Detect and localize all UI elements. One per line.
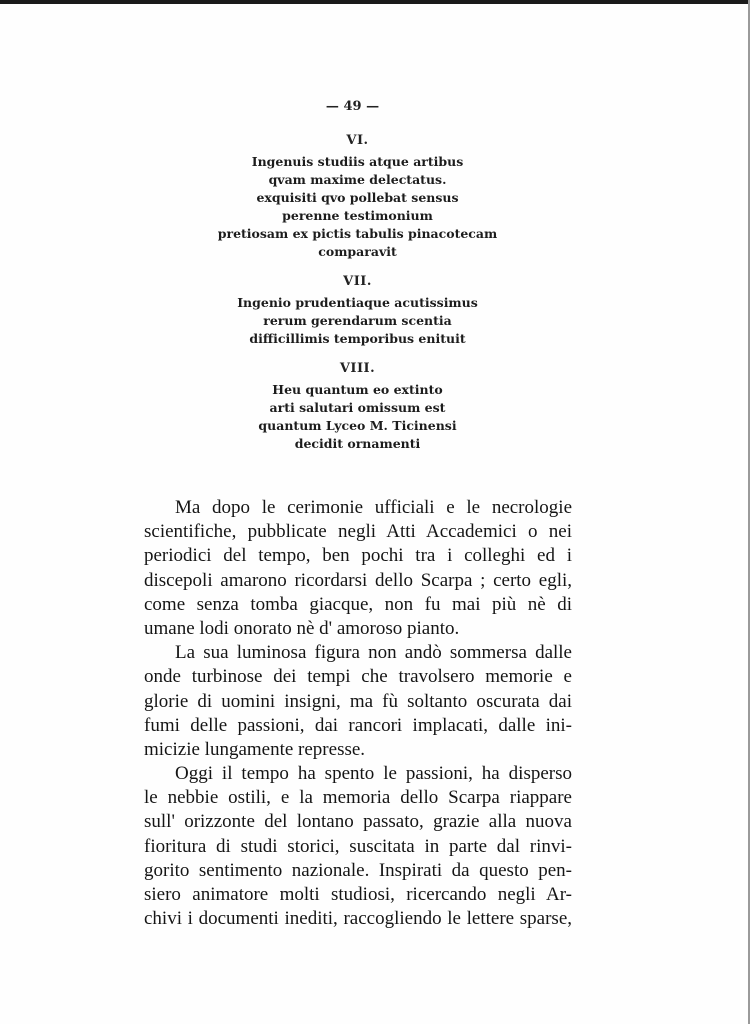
paragraph-3-line: chivi i documenti inediti, raccogliendo le lettere sparse, — [144, 908, 572, 930]
paragraph-2-line: La sua luminosa figura non andò sommersa dalle — [175, 642, 572, 664]
paragraph-1-line: scientifiche, pubblicate negli Atti Accademici o nei — [144, 521, 572, 543]
inscription-section-viii — [0, 360, 715, 453]
paragraph-2-line: onde turbinose dei tempi che travolsero memorie e — [144, 666, 572, 688]
inscription-line: rerum gerendarum scentia — [263, 313, 452, 328]
inscription-line: Heu quantum eo extinto — [272, 382, 443, 397]
paragraph-1-line: periodici del tempo, ben pochi tra i colleghi ed i — [144, 545, 572, 567]
paragraph-3-line: siero animatore molti studiosi, ricercando negli Ar- — [144, 884, 572, 905]
inscription-line: perenne testimonium — [282, 208, 433, 223]
paragraph-3-line: le nebbie ostili, e la memoria dello Scarpa riappare — [144, 787, 572, 809]
paragraph-1-line: umane lodi onorato nè d' amoroso pianto. — [144, 617, 460, 639]
inscription-line: decidit ornamenti — [294, 436, 421, 451]
inscription-line: quantum Lyceo M. Ticinensi — [258, 418, 457, 433]
paragraph-2-line: glorie di uomini insigni, ma fù soltanto oscurata dai — [144, 690, 572, 712]
paragraph-1-line: come senza tomba giacque, non fu mai più nè di — [144, 593, 572, 615]
paragraph-1-line: discepoli amarono ricordarsi dello Scarpa ; certo egli, — [144, 569, 572, 591]
paragraph-1-line: Ma dopo le cerimonie ufficiali e le necrologie — [175, 497, 572, 518]
inscription-section-vi — [0, 132, 715, 261]
section-heading: VIII. — [339, 361, 376, 376]
paragraph-3-line: fioritura di studi storici, suscitata in parte dal rinvi- — [144, 835, 572, 857]
inscription-line: comparavit — [318, 244, 397, 259]
latin-inscription — [0, 132, 715, 465]
paragraph-2-line: fumi delle passioni, dai rancori implacati, dalle ini- — [144, 714, 572, 736]
paragraph-3-line: Oggi il tempo ha spento le passioni, ha disperso — [175, 763, 572, 785]
inscription-line: exquisiti qvo pollebat sensus — [256, 190, 459, 205]
inscription-line: qvam maxime delectatus. — [268, 172, 447, 187]
section-heading: VI. — [346, 133, 369, 148]
inscription-line: Ingenuis studiis atque artibus — [251, 154, 464, 169]
inscription-line: difficillimis temporibus enituit — [249, 331, 466, 346]
inscription-line: Ingenio prudentiaque acutissimus — [237, 295, 478, 310]
inscription-line: pretiosam ex pictis tabulis pinacotecam — [217, 226, 498, 241]
page-number: — 49 — — [325, 99, 380, 114]
paragraph-2-line: micizie lungamente represse. — [144, 738, 366, 760]
body-text — [144, 496, 572, 931]
page-top-edge — [0, 0, 750, 4]
inscription-line: arti salutari omissum est — [269, 400, 446, 415]
inscription-section-vii — [0, 273, 715, 348]
paragraph-3-line: gorito sentimento nazionale. Inspirati da questo pen- — [144, 859, 572, 881]
paragraph-3-line: sull' orizzonte del lontano passato, grazie alla nuova — [144, 811, 572, 833]
section-heading: VII. — [343, 274, 372, 289]
